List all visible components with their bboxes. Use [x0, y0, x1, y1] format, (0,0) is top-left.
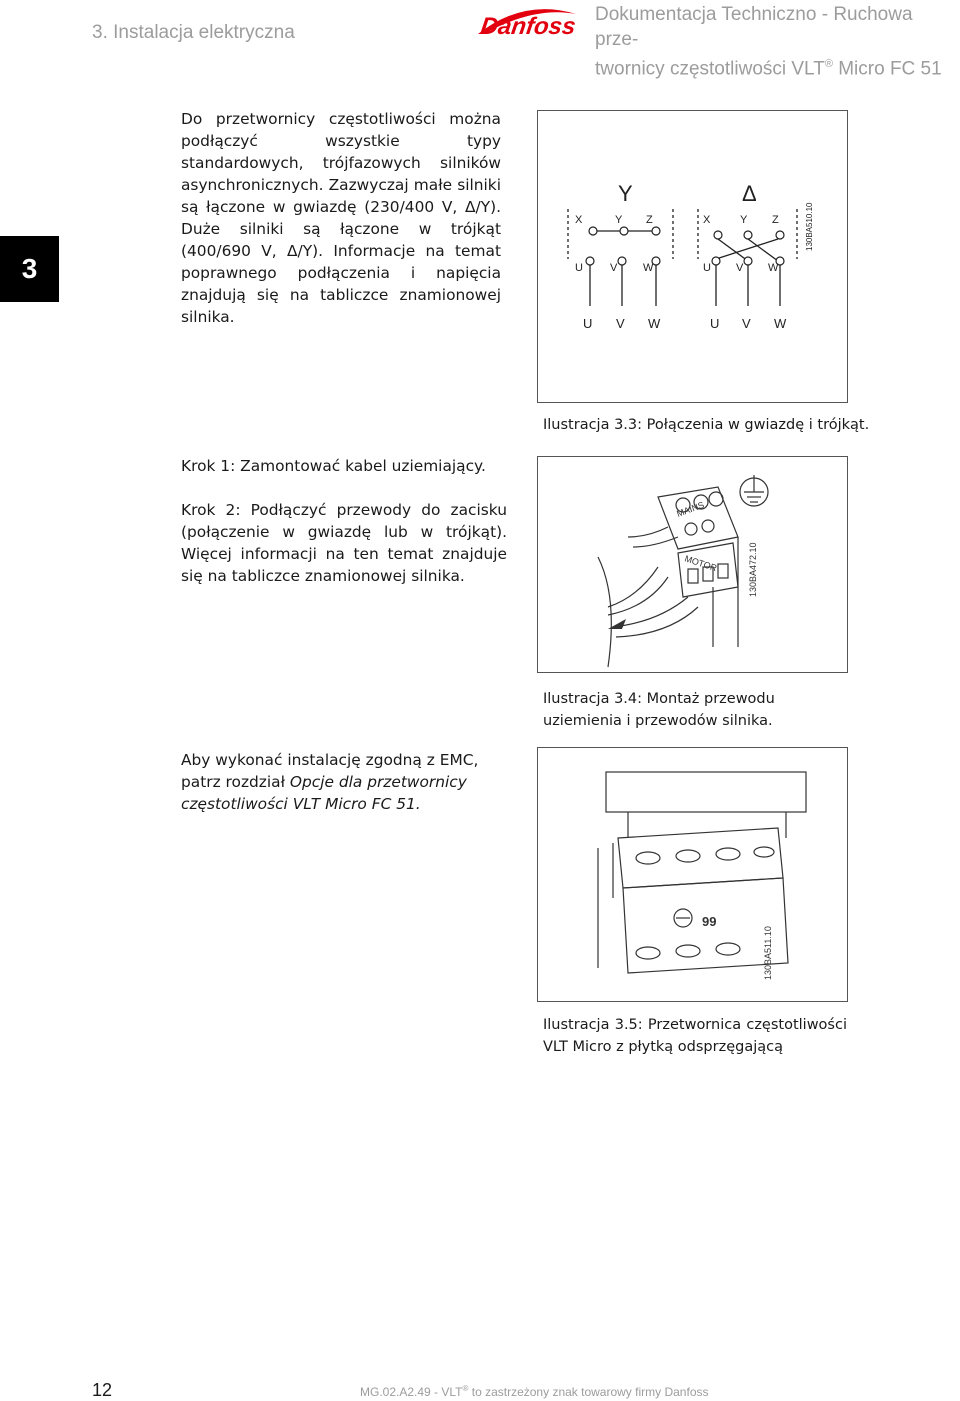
emc-text: Aby wykonać instalację zgodną z EMC, patrz rozdział — [181, 751, 479, 791]
figure-code: 130BA510.10 — [805, 202, 814, 251]
chapter-tab: 3 — [0, 236, 59, 302]
label-v-left: V — [610, 262, 618, 274]
step2-paragraph: Krok 2: Podłączyć przewody do zacisku (połączenie w gwiazdę lub w trójkąt). Więcej informacji na ten temat znajduje się na tabliczce znamionowej silnika. — [181, 501, 507, 585]
label-w-left: W — [643, 262, 654, 274]
registered-mark: ® — [824, 58, 833, 70]
decoupling-plate-drawing — [538, 748, 847, 1001]
label-x-left: X — [575, 214, 583, 226]
svg-text:Danfoss: Danfoss — [478, 13, 578, 40]
footer-document-id — [360, 1384, 709, 1399]
label-u-left: U — [575, 262, 583, 274]
footer-trademark-text: to zastrzeżony znak towarowy firmy Danfoss — [468, 1385, 709, 1399]
lead-u-right: U — [710, 316, 720, 331]
document-title-line2-a: twornicy częstotliwości VLT — [595, 58, 825, 80]
label-y-right: Y — [740, 214, 748, 226]
figure-decoupling-plate — [537, 747, 848, 1002]
emc-section-link[interactable]: Opcje dla przetwornicy częstotliwości VLT Micro FC 51. — [181, 773, 467, 813]
lead-v-left: V — [616, 316, 625, 331]
label-z-right: Z — [772, 214, 779, 226]
intro-paragraph: Do przetwornicy częstotliwości można podłączyć wszystkie typy standardowych, trójfazowych silników asynchronicznych. Zazwyczaj małe silniki są łączone w gwiazdę (230/400 V, Δ/Y). Duże silniki są łączone w trójkąt (400/690 V, Δ/Y). Informacje na temat poprawnego podłączenia i napięcia znajdują się na tabliczce znamionowej silnika. — [181, 110, 501, 326]
figure-ground-motor — [537, 456, 848, 673]
star-symbol: Y — [618, 181, 633, 206]
label-99: 99 — [702, 914, 717, 929]
document-title-line2 — [595, 52, 960, 81]
label-y-left: Y — [615, 214, 623, 226]
chapter-title: 3. Instalacja elektryczna — [92, 22, 295, 43]
label-x-right: X — [703, 214, 711, 226]
figure3-caption: Ilustracja 3.5: Przetwornica częstotliwości VLT Micro z płytką odsprzęgającą — [543, 1017, 847, 1055]
figure1-caption: Ilustracja 3.3: Połączenia w gwiazdę i trójkąt. — [543, 417, 870, 433]
figure2-caption: Ilustracja 3.4: Montaż przewodu uziemienia i przewodów silnika. — [543, 691, 775, 729]
document-title — [595, 2, 960, 81]
document-title-line2-b: Micro FC 51 — [832, 58, 942, 80]
danfoss-logo — [474, 4, 580, 42]
page-number: 12 — [92, 1380, 113, 1400]
label-u-right: U — [703, 262, 711, 274]
figure-code: 130BA472.10 — [748, 542, 758, 597]
label-v-right: V — [736, 262, 744, 274]
lead-w-right: W — [774, 316, 787, 331]
lead-v-right: V — [742, 316, 751, 331]
figure-code: 130BA511.10 — [763, 926, 773, 980]
lead-u-left: U — [583, 316, 593, 331]
star-delta-diagram — [538, 111, 847, 402]
document-title-line1: Dokumentacja Techniczno - Ruchowa prze- — [595, 4, 913, 50]
motor-label: MOTOR — [683, 553, 719, 574]
step1-paragraph: Krok 1: Zamontować kabel uziemiający. — [181, 457, 486, 475]
label-z-left: Z — [646, 214, 653, 226]
mains-label: MAINS — [675, 499, 706, 519]
delta-symbol: Δ — [742, 181, 757, 206]
emc-paragraph — [181, 749, 509, 815]
ground-motor-drawing — [538, 457, 847, 672]
label-w-right: W — [768, 262, 779, 274]
lead-w-left: W — [648, 316, 661, 331]
footer-registered-mark: ® — [462, 1384, 469, 1393]
footer-doc-id: MG.02.A2.49 - VLT — [360, 1385, 463, 1399]
figure-star-delta — [537, 110, 848, 403]
